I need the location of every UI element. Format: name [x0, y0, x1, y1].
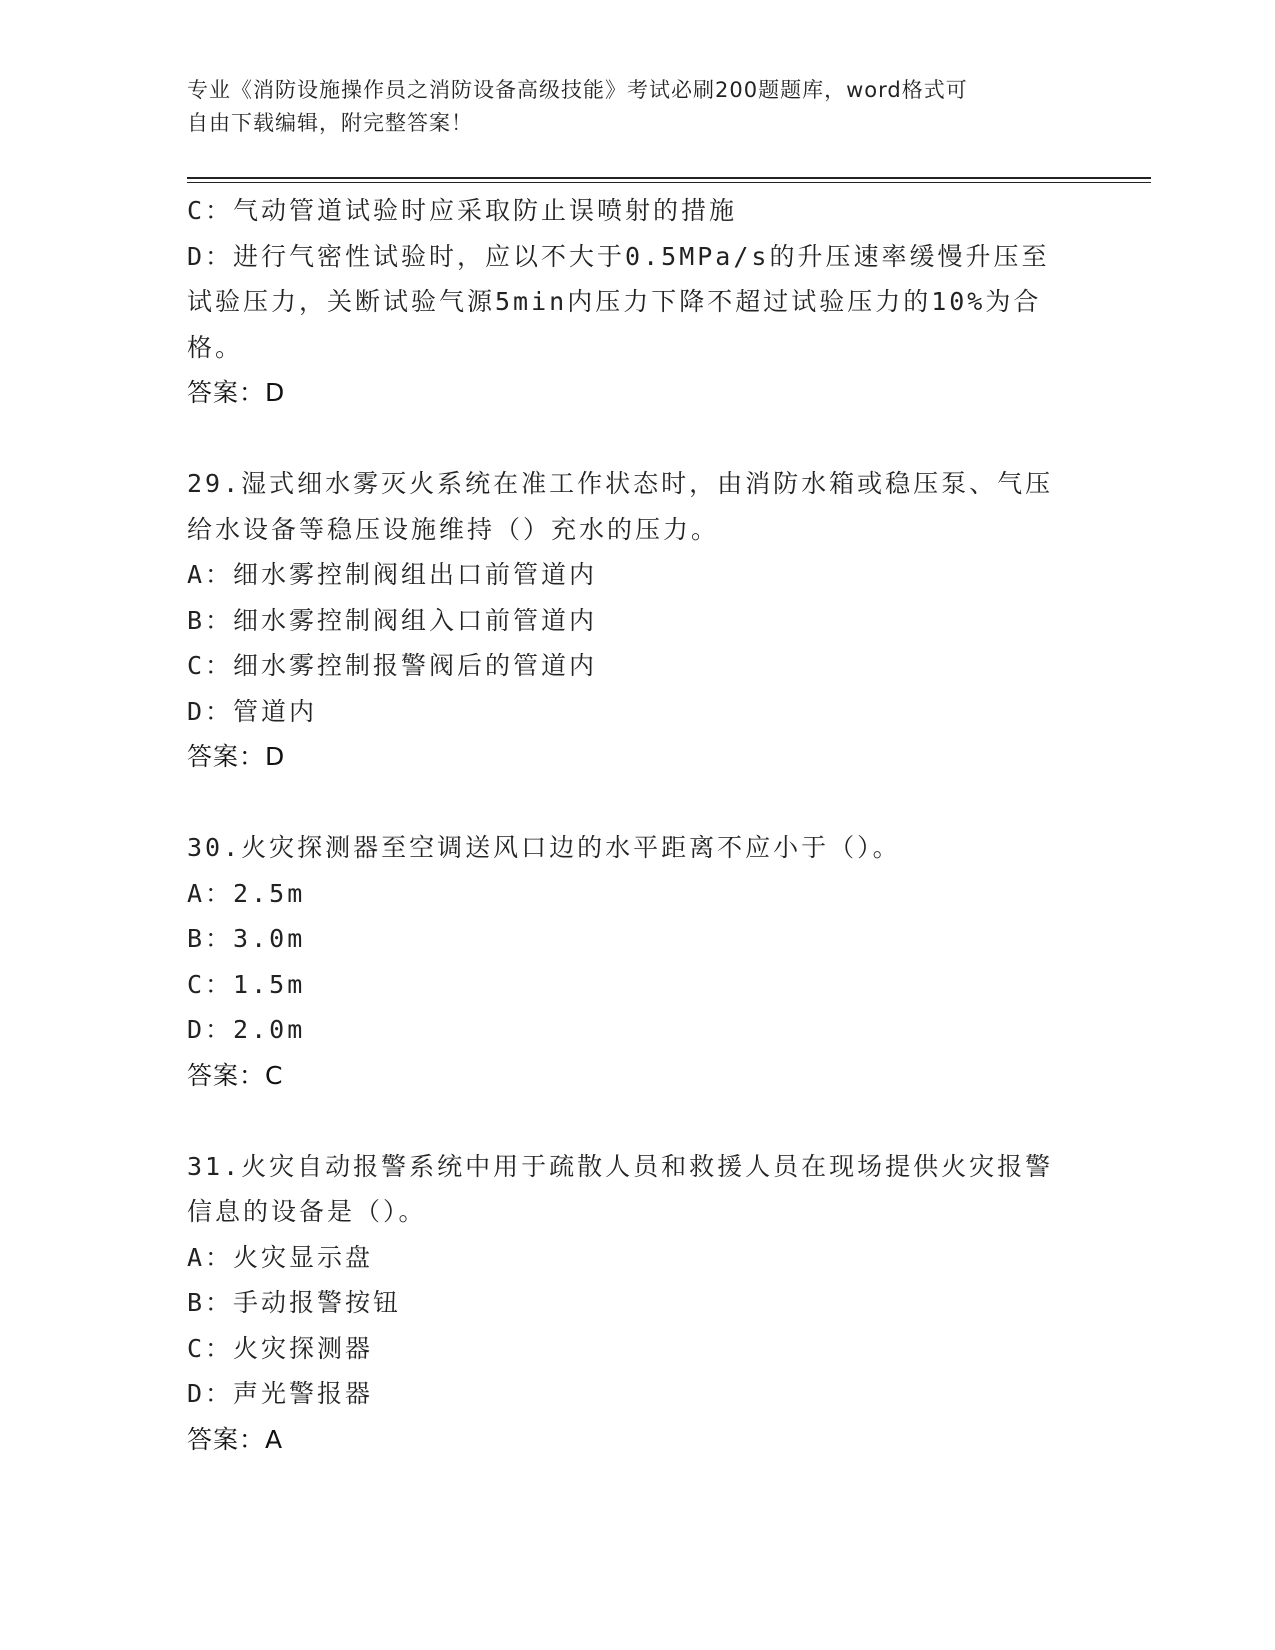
option-a: A：2.5m — [187, 878, 306, 908]
option-a: A：细水雾控制阀组出口前管道内 — [187, 560, 598, 589]
option-d: D：管道内 — [187, 696, 318, 726]
answer: 答案：C — [187, 1060, 284, 1090]
document-header — [187, 74, 1067, 140]
question-30 — [187, 825, 1087, 1098]
spacer — [187, 780, 1087, 826]
option-c: C：气动管道试验时应采取防止误喷射的措施 — [187, 196, 738, 225]
question-stem-line-1: 29.湿式细水雾灭火系统在准工作状态时，由消防水箱或稳压泵、气压 — [187, 469, 1054, 498]
option-c: C：细水雾控制报警阀后的管道内 — [187, 651, 598, 680]
question-content — [187, 188, 1087, 1462]
question-31 — [187, 1144, 1087, 1463]
header-divider-thick — [187, 177, 1151, 179]
question-stem-line-1: 30.火灾探测器至空调送风口边的水平距离不应小于（）。 — [187, 833, 901, 862]
answer: 答案：D — [187, 378, 286, 407]
header-title-line-2: 自由下载编辑，附完整答案！ — [187, 111, 473, 135]
question-28-continued — [187, 188, 1087, 416]
answer: 答案：A — [187, 1424, 284, 1454]
option-d-line-1: D：进行气密性试验时，应以不大于0.5MPa/s的升压速率缓慢升压至 — [187, 241, 1050, 271]
header-divider-thin — [187, 182, 1151, 183]
option-b: B：3.0m — [187, 924, 306, 953]
option-c: C：火灾探测器 — [187, 1333, 374, 1363]
option-d: D：声光警报器 — [187, 1379, 374, 1408]
option-d-line-2: 试验压力，关断试验气源5min内压力下降不超过试验压力的10%为合 — [187, 287, 1042, 316]
option-b: B：细水雾控制阀组入口前管道内 — [187, 605, 598, 635]
question-stem-line-2: 给水设备等稳压设施维持（）充水的压力。 — [187, 514, 720, 544]
spacer — [187, 416, 1087, 462]
option-b: B：手动报警按钮 — [187, 1288, 402, 1317]
option-d: D：2.0m — [187, 1015, 306, 1044]
question-29 — [187, 461, 1087, 780]
answer: 答案：D — [187, 742, 286, 771]
spacer — [187, 1098, 1087, 1144]
option-c: C：1.5m — [187, 969, 306, 999]
question-stem-line-2: 信息的设备是（）。 — [187, 1197, 427, 1226]
header-title-line-1: 专业《消防设施操作员之消防设备高级技能》考试必刷200题题库，word格式可 — [187, 78, 968, 102]
option-d-line-3: 格。 — [187, 332, 244, 362]
option-a: A：火灾显示盘 — [187, 1242, 374, 1272]
question-stem-line-1: 31.火灾自动报警系统中用于疏散人员和救援人员在现场提供火灾报警 — [187, 1151, 1054, 1181]
